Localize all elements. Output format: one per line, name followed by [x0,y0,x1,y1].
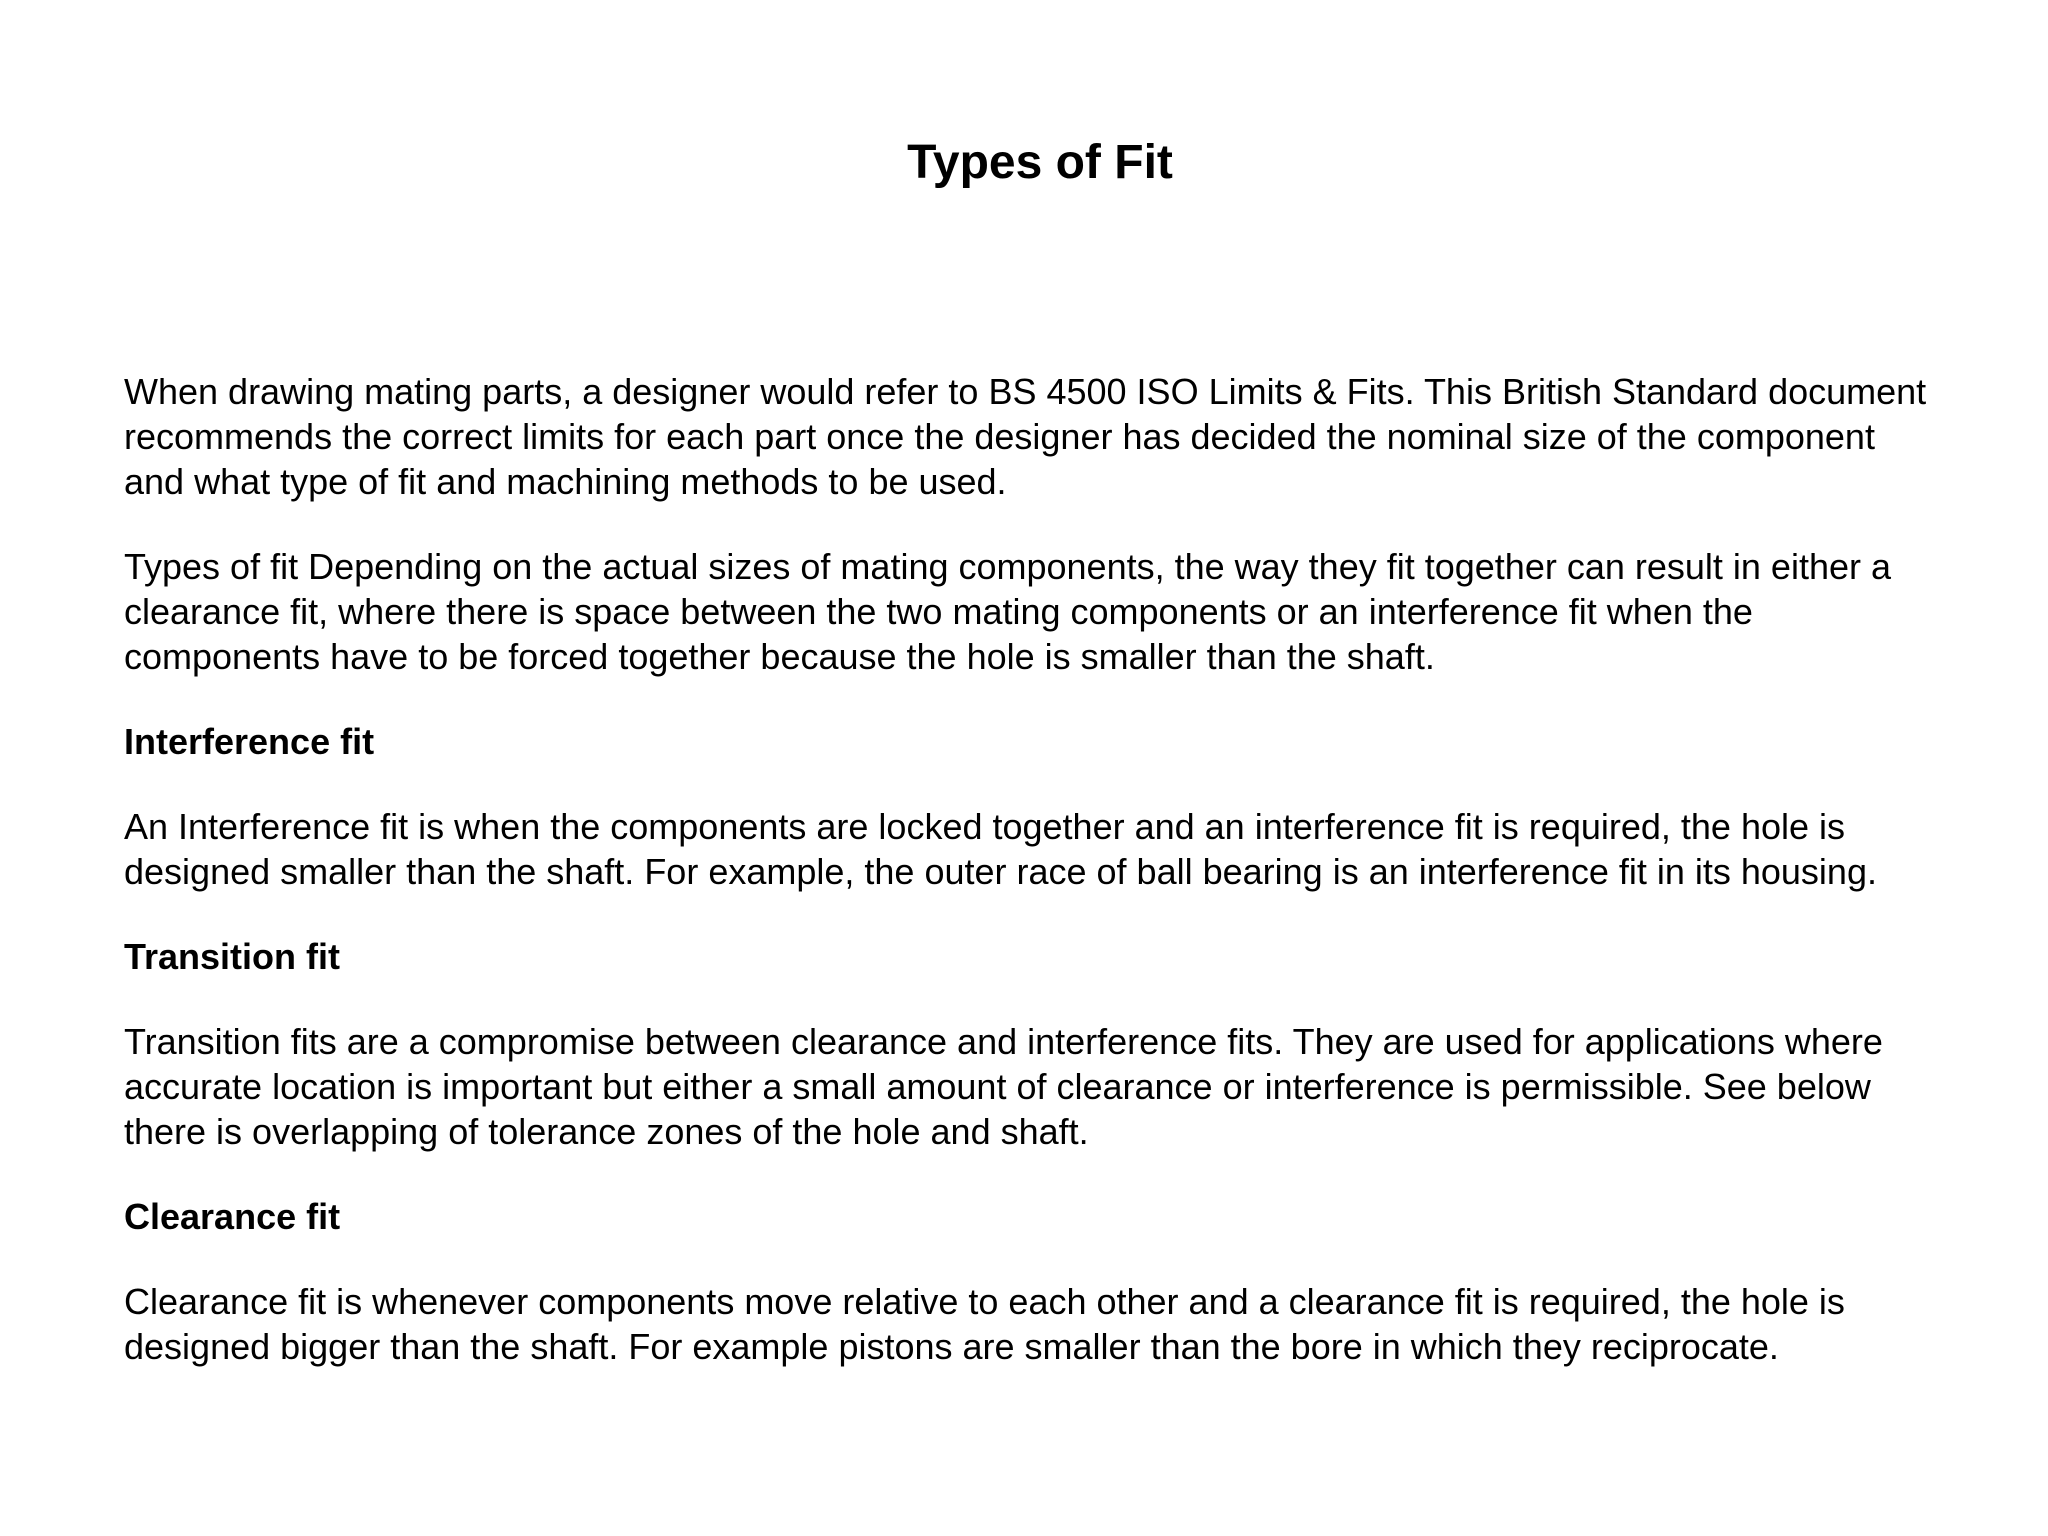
section-heading-clearance: Clearance fit [124,1196,341,1237]
section-body-interference: An Interference fit is when the components are locked together and an interference fit is required, the hole is designed smaller than the shaft. For example, the outer race of ball bearing is an interference fit in its housing. [124,806,1877,892]
section-body-clearance: Clearance fit is whenever components move relative to each other and a clearance fit is required, the hole is designed bigger than the shaft. For example pistons are smaller than the bore in which they reciprocate. [124,1281,1845,1367]
section-heading-interference: Interference fit [124,721,375,762]
section-heading-transition: Transition fit [124,936,340,977]
intro-paragraph: When drawing mating parts, a designer would refer to BS 4500 ISO Limits & Fits. This British Standard document recommends the correct limits for each part once the designer has decided the nominal size of the component and what type of fit and machining methods to be used. [124,371,1927,502]
page-title: Types of Fit [907,136,1173,189]
document-body [124,369,1934,1409]
overview-paragraph: Types of fit Depending on the actual sizes of mating components, the way they fit together can result in either a clearance fit, where there is space between the two mating components or an interference fit when the components have to be forced together because the hole is smaller than the shaft. [124,546,1892,677]
section-body-transition: Transition fits are a compromise between clearance and interference fits. They are used for applications where accurate location is important but either a small amount of clearance or interference is permissible. See below there is overlapping of tolerance zones of the hole and shaft. [124,1021,1883,1152]
